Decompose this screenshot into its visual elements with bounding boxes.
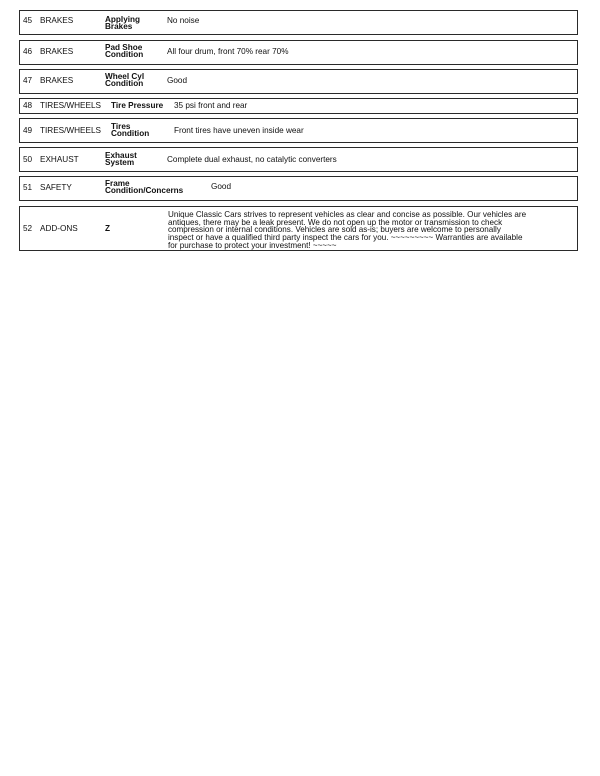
row-category: BRAKES — [40, 16, 74, 25]
row-item-line-2: Condition — [111, 129, 150, 138]
row-item-line-1: Applying — [105, 15, 141, 24]
row-value: All four drum, front 70% rear 70% — [167, 47, 289, 56]
row-category: SAFETY — [40, 183, 72, 192]
row-number: 45 — [23, 16, 33, 25]
inspection-row-47 — [19, 69, 578, 94]
inspection-row-52 — [19, 206, 578, 251]
row-category: BRAKES — [40, 76, 74, 85]
row-category: TIRES/WHEELS — [40, 101, 101, 110]
row-item-line-1: Wheel Cyl — [105, 72, 145, 81]
row-value: Front tires have uneven inside wear — [174, 126, 304, 135]
inspection-row-49 — [19, 118, 578, 143]
row-item-line-2: System — [105, 158, 135, 167]
row-item-line-1: Exhaust — [105, 151, 137, 160]
row-number: 50 — [23, 155, 33, 164]
row-number: 49 — [23, 126, 33, 135]
row-number: 52 — [23, 224, 33, 233]
row-number: 48 — [23, 101, 33, 110]
row-number: 51 — [23, 183, 33, 192]
row-number: 46 — [23, 47, 33, 56]
row-item-line-2: Condition — [105, 50, 144, 59]
row-value: 35 psi front and rear — [174, 101, 248, 110]
row-item-line-1: Z — [105, 224, 111, 233]
row-value: No noise — [167, 16, 200, 25]
row-number: 47 — [23, 76, 33, 85]
row-value-line-3: compression or internal conditions. Vehicles are sold as-is; buyers are welcome to personally — [168, 225, 501, 235]
row-value: Good — [167, 76, 188, 85]
row-item-line-1: Tire Pressure — [111, 101, 164, 110]
row-item-line-2: Condition/Concerns — [105, 186, 184, 195]
row-value-line-2: antiques, there may be a leak present. We do not open up the motor or transmission to check — [168, 217, 503, 227]
row-value-line-5: for purchase to protect your investment! ~~~~~ — [168, 240, 337, 250]
row-category: TIRES/WHEELS — [40, 126, 101, 135]
row-value — [168, 211, 578, 249]
row-item-line-1: Frame — [105, 179, 130, 188]
row-value: Complete dual exhaust, no catalytic converters — [167, 155, 337, 164]
row-value-line-4: inspect or have a qualified third party inspect the cars for you. ~~~~~~~~~ Warranties are available — [168, 233, 523, 243]
row-category: BRAKES — [40, 47, 74, 56]
row-category: EXHAUST — [40, 155, 79, 164]
inspection-row-45 — [19, 10, 578, 35]
row-value-line-1: Unique Classic Cars strives to represent vehicles as clear and concise as possible. Our vehicles are — [168, 210, 527, 219]
row-item-line-1: Tires — [111, 122, 131, 131]
row-item-line-2: Condition — [105, 79, 144, 88]
inspection-row-51 — [19, 176, 578, 201]
inspection-row-50 — [19, 147, 578, 172]
row-item-line-2: Brakes — [105, 22, 133, 31]
row-value: Good — [211, 182, 232, 191]
inspection-row-46 — [19, 40, 578, 65]
row-category: ADD-ONS — [40, 224, 78, 233]
inspection-row-48 — [19, 98, 578, 114]
row-item-line-1: Pad Shoe — [105, 43, 143, 52]
